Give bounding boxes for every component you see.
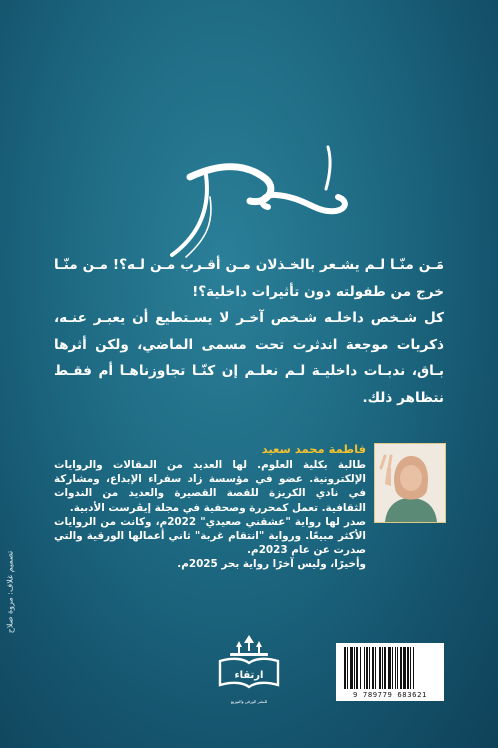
barcode-bar [388, 647, 391, 689]
barcode-bar [397, 647, 398, 689]
barcode-bars [344, 647, 438, 689]
barcode-number: 9 789779 683621 [353, 690, 427, 699]
publisher-tagline: للنشر الورقي والتوزيع [230, 699, 268, 704]
bio-paragraph: صدر لها رواية "عشقني صعيدي" 2022م، وكانت من الروايات الأكثر مبيعًا. ورواية "انتقام غربة" ثاني أعمالها الورقية والتي صدرت عن عام 2023م. [54, 515, 366, 557]
barcode-bar [360, 647, 361, 689]
back-cover-blurb [54, 252, 444, 411]
barcode-bar [379, 647, 381, 689]
barcode-bar [382, 647, 383, 689]
isbn-barcode [336, 643, 444, 701]
barcode-bar [364, 647, 365, 689]
cover-designer-credit: تصميم غلاف: مروة صلاح [5, 550, 15, 634]
barcode-bar [400, 647, 402, 689]
publisher-logo [214, 633, 284, 709]
barcode-bar [344, 647, 346, 689]
barcode-bar [410, 647, 411, 689]
bio-paragraph: طالبة بكلية العلوم. لها العديد من المقالات والروايات الإلكترونية. عضو في مؤسسة زاد سفراء الإبداع، ومشاركة في نادي الكريزة للقصة القصيرة والعديد من الندوات الثقافية. تعمل كمحررة وصحفية في مجلة إيڤرست الأدبية. [54, 459, 366, 514]
barcode-bar [392, 647, 393, 689]
barcode-bar [366, 647, 368, 689]
barcode-bar [395, 647, 396, 689]
author-photo [374, 443, 446, 523]
author-name: فاطمة محمد سعيد [261, 442, 366, 456]
barcode-bar [369, 647, 370, 689]
barcode-bar [372, 647, 374, 689]
barcode-bar [347, 647, 348, 689]
publisher-name: ارتقاء [234, 670, 264, 681]
title-calligraphy [150, 135, 350, 260]
blurb-paragraph: مَـن منّـا لـم يشـعر بالخـذلان مـن أقـرب مـن لـه؟! مـن منّـا خرج من طفولته دون تأثيرات داخلية؟! [54, 257, 444, 300]
barcode-bar [375, 647, 376, 689]
bio-paragraph: وأخيرًا، وليس آخرًا رواية بحر 2025م. [177, 558, 366, 571]
barcode-bar [384, 647, 386, 689]
blurb-paragraph: كل شـخص داخلـه شـخص آخـر لا يسـتطيع أن يعبـر عنـه، ذكريات موجعة اندثرت تحت مسمى الماضي، ولكن أثرها بـاق، ندبـات داخليـة لـم نعلـم إن كنّـا تجاوزناهـا أم فقـط نتظاهر ذلك. [54, 310, 444, 406]
barcode-bar [350, 647, 353, 689]
barcode-bar [403, 647, 406, 689]
barcode-bar [354, 647, 355, 689]
barcode-bar [413, 647, 414, 689]
author-portrait-image [375, 444, 445, 522]
barcode-bar [407, 647, 409, 689]
author-bio [54, 458, 366, 572]
barcode-bar [356, 647, 358, 689]
